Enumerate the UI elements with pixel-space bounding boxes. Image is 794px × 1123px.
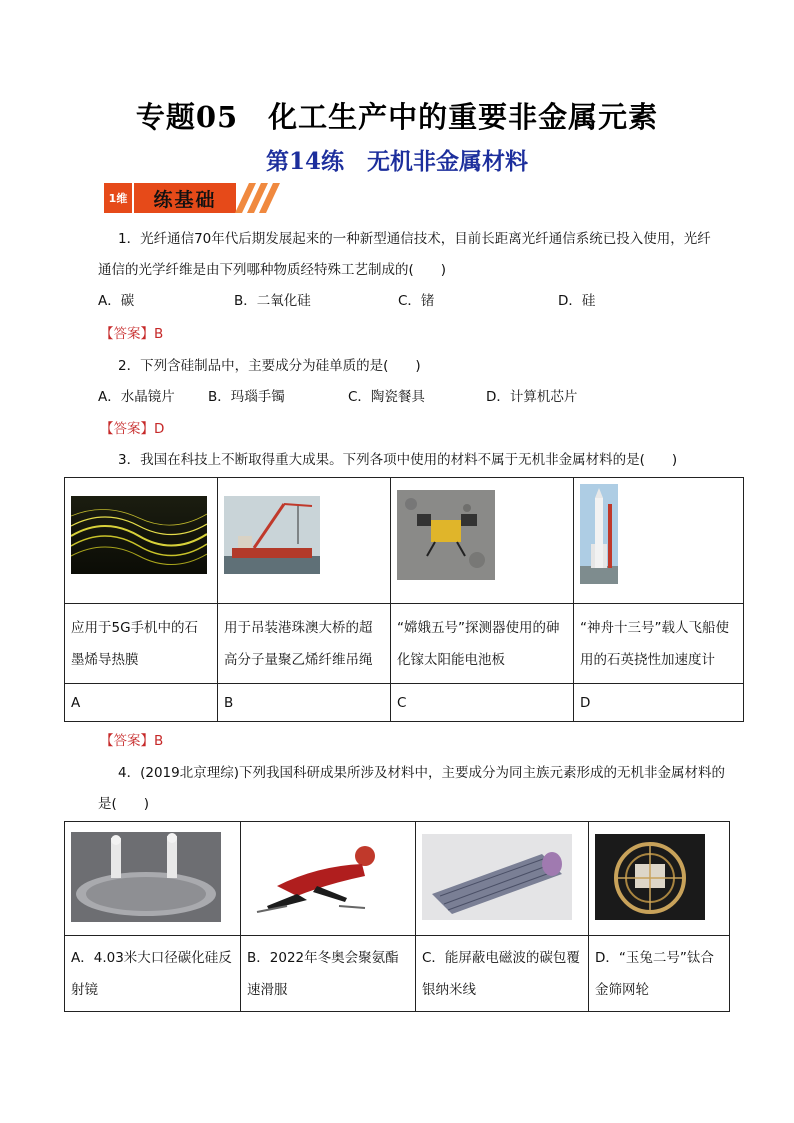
- q4-cell-c: [416, 936, 589, 1012]
- q3-cell-b: [218, 604, 391, 684]
- graphene-film-image: [71, 496, 207, 574]
- q4-cell-d: [589, 936, 730, 1012]
- q4-table: [64, 821, 730, 1012]
- q2-option-b: B．玛瑙手镯: [208, 389, 285, 405]
- rocket-image: [580, 484, 618, 584]
- q4-cell-a: [65, 936, 241, 1012]
- mirror-image: [71, 832, 221, 922]
- q4-cell-d-line2: 金筛网轮: [595, 982, 649, 998]
- q3-image-cell-c: [391, 478, 574, 604]
- q3-stem: 3．我国在科技上不断取得重大成果。下列各项中使用的材料不属于无机非金属材料的是( ): [118, 452, 678, 468]
- q3-cell-b-line2: 高分子量聚乙烯纤维吊绳: [224, 652, 373, 668]
- q1-answer: 【答案】B: [100, 326, 164, 342]
- skater-image: [247, 836, 397, 918]
- q4-cell-b: [241, 936, 416, 1012]
- q4-stem-line2: 是( ): [98, 796, 150, 812]
- page-title: 专题05 化工生产中的重要非金属元素: [135, 100, 659, 134]
- q4-image-cell-a: [65, 822, 241, 936]
- q3-letter-d: D: [574, 684, 744, 722]
- q4-stem-line1: 4．(2019北京理综)下列我国科研成果所涉及材料中，主要成分为同主族元素形成的无机非金属材料的: [118, 765, 725, 781]
- q3-image-cell-b: [218, 478, 391, 604]
- q4-image-cell-b: [241, 822, 416, 936]
- q4-cell-c-line1: C．能屏蔽电磁波的碳包覆: [422, 950, 580, 966]
- q1-option-a: A．碳: [98, 293, 135, 309]
- q1-stem-line1: 1．光纤通信70年代后期发展起来的一种新型通信技术，目前长距离光纤通信系统已投入使用，光纤: [118, 231, 711, 247]
- q3-letter-b: B: [218, 684, 391, 722]
- q4-cell-b-line1: B．2022年冬奥会聚氨酯: [247, 950, 399, 966]
- crane-ship-image: [224, 496, 320, 574]
- q3-cell-c-line1: “嫦娥五号”探测器使用的砷: [397, 620, 560, 636]
- page-subtitle: 第14练 无机非金属材料: [265, 148, 528, 175]
- q3-cell-d: [574, 604, 744, 684]
- section-level: 1维: [104, 183, 132, 213]
- q4-cell-c-line2: 银纳米线: [422, 982, 476, 998]
- q3-image-cell-d: [574, 478, 744, 604]
- q4-image-cell-c: [416, 822, 589, 936]
- q3-letter-c: C: [391, 684, 574, 722]
- rover-wheel-image: [595, 834, 705, 920]
- lunar-probe-image: [397, 490, 495, 580]
- q2-option-d: D．计算机芯片: [486, 389, 578, 405]
- section-badge: [104, 183, 274, 215]
- q3-cell-d-line2: 用的石英挠性加速度计: [580, 652, 715, 668]
- q3-cell-a-line1: 应用于5G手机中的石: [71, 620, 199, 636]
- q2-option-a: A．水晶镜片: [98, 389, 175, 405]
- q3-table: [64, 477, 744, 722]
- q1-stem-line2: 通信的光学纤维是由下列哪种物质经特殊工艺制成的( ): [98, 262, 447, 278]
- q1-option-b: B．二氧化硅: [234, 293, 311, 309]
- q4-cell-a-line1: A．4.03米大口径碳化硅反: [71, 950, 232, 966]
- q3-image-cell-a: [65, 478, 218, 604]
- q3-answer: 【答案】B: [100, 733, 164, 749]
- section-label: 练基础: [134, 183, 236, 213]
- q4-cell-b-line2: 速滑服: [247, 982, 288, 998]
- q3-cell-b-line1: 用于吊装港珠澳大桥的超: [224, 620, 373, 636]
- q2-stem: 2．下列含硅制品中，主要成分为硅单质的是( ): [118, 358, 421, 374]
- q1-option-d: D．硅: [558, 293, 596, 309]
- q4-cell-a-line2: 射镜: [71, 982, 98, 998]
- q3-cell-d-line1: “神舟十三号”载人飞船使: [580, 620, 729, 636]
- q3-cell-a-line2: 墨烯导热膜: [71, 652, 139, 668]
- q3-cell-a: [65, 604, 218, 684]
- q1-option-c: C．锗: [398, 293, 435, 309]
- q4-cell-d-line1: D．“玉兔二号”钛合: [595, 950, 714, 966]
- q4-image-cell-d: [589, 822, 730, 936]
- q2-option-c: C．陶瓷餐具: [348, 389, 425, 405]
- q3-cell-c: [391, 604, 574, 684]
- q3-cell-c-line2: 化镓太阳能电池板: [397, 652, 505, 668]
- q3-letter-a: A: [65, 684, 218, 722]
- nanowire-image: [422, 834, 572, 920]
- q2-answer: 【答案】D: [100, 421, 165, 437]
